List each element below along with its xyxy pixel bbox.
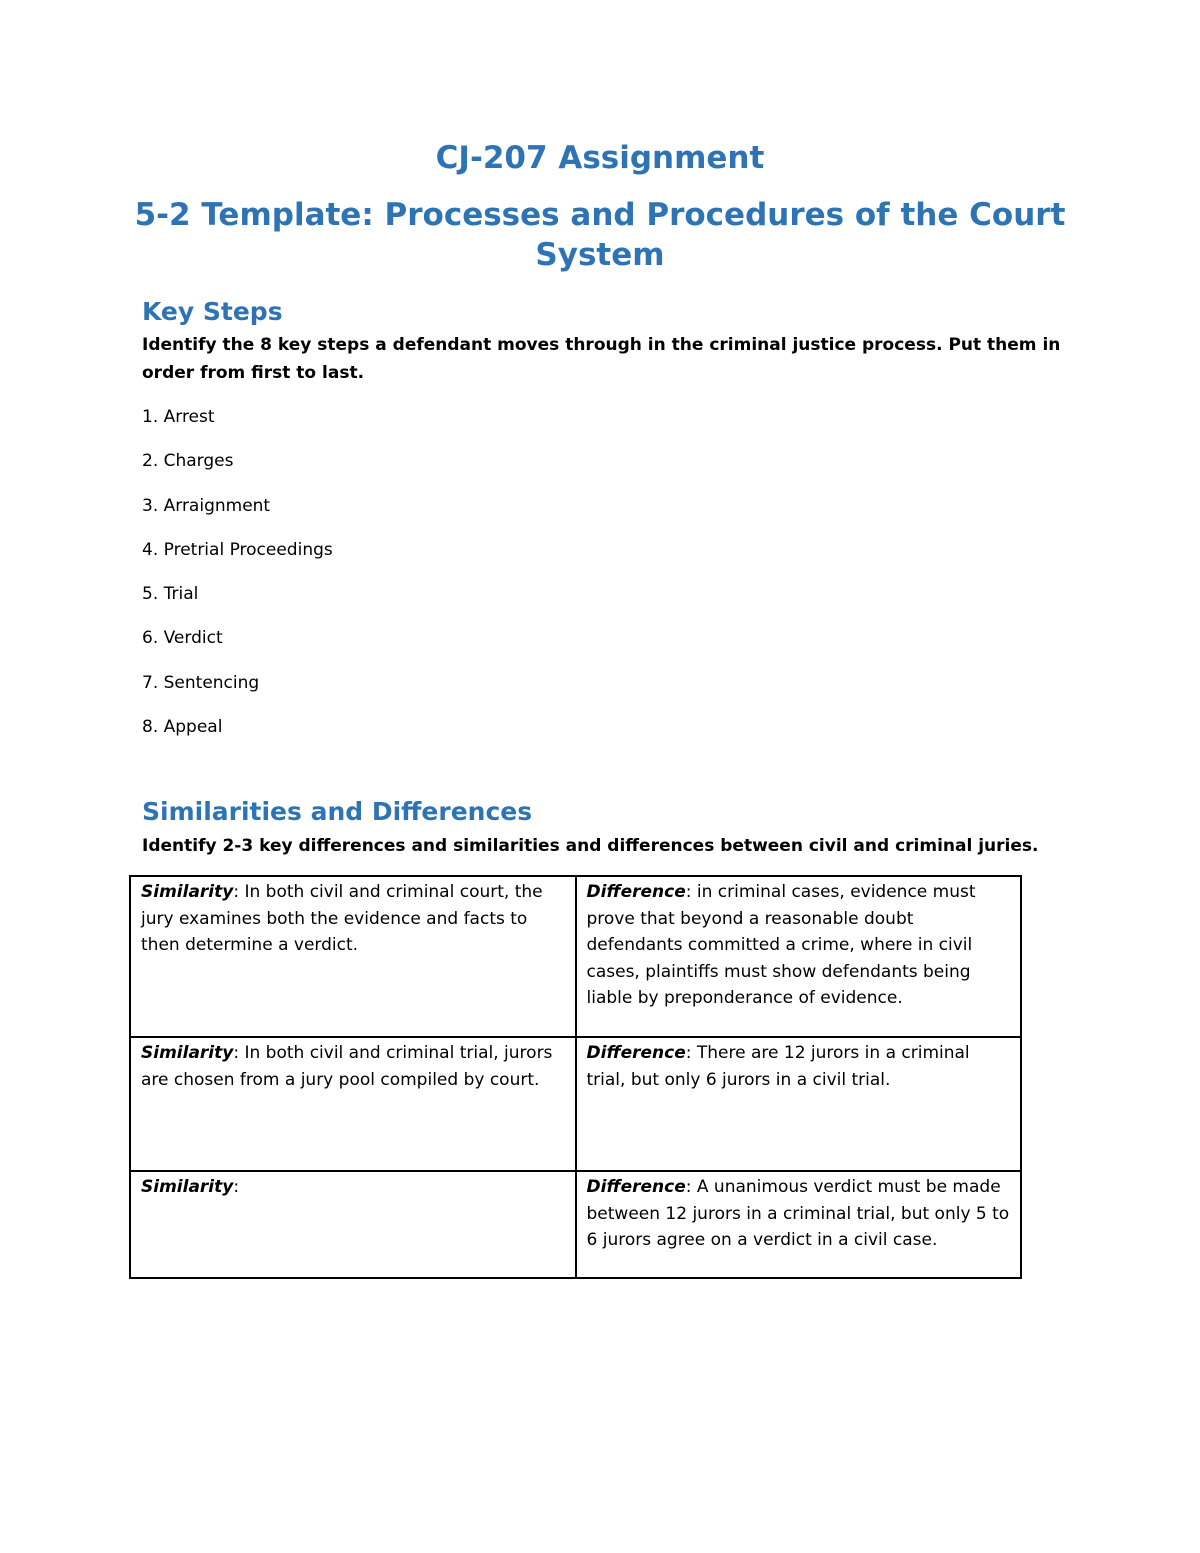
difference-cell [576, 1037, 1022, 1171]
difference-text: : There are 12 jurors in a criminal trial, but only 6 jurors in a civil trial. [586, 1043, 970, 1090]
difference-cell [576, 876, 1022, 1037]
difference-label: Difference [586, 1177, 686, 1197]
list-item: 4. Pretrial Proceedings [142, 539, 333, 560]
table-row [130, 1171, 1021, 1278]
difference-label: Difference [586, 882, 686, 902]
comparison-table [129, 875, 1022, 1279]
list-item: 7. Sentencing [142, 672, 260, 693]
key-steps-instruction: Identify the 8 key steps a defendant moves through in the criminal justice process. Put them in order from first to last. [142, 335, 1061, 383]
similarity-text: : In both civil and criminal court, the jury examines both the evidence and facts to then determine a verdict. [141, 882, 543, 955]
similarities-instruction: Identify 2-3 key differences and similarities and differences between civil and criminal juries. [142, 836, 1039, 856]
key-steps-list [142, 404, 333, 758]
document-title: CJ-207 Assignment [435, 140, 765, 176]
list-item: 3. Arraignment [142, 495, 271, 516]
list-item: 8. Appeal [142, 717, 223, 738]
similarity-label: Similarity [141, 1177, 234, 1197]
similarity-text: : [233, 1177, 240, 1197]
key-steps-heading: Key Steps [142, 297, 283, 326]
difference-cell [576, 1171, 1022, 1278]
table-row [130, 1037, 1021, 1171]
document-subtitle: 5-2 Template: Processes and Procedures of the Court System [134, 197, 1066, 273]
similarity-cell [130, 876, 576, 1037]
list-item: 1. Arrest [142, 407, 215, 427]
similarity-label: Similarity [141, 1043, 234, 1063]
similarities-heading: Similarities and Differences [142, 797, 533, 826]
list-item: 5. Trial [142, 584, 199, 605]
difference-text: : A unanimous verdict must be made between 12 jurors in a criminal trial, but only 5 to 6 jurors agree on a verdict in a civil case. [586, 1177, 1010, 1250]
list-item: 6. Verdict [142, 628, 223, 649]
similarity-label: Similarity [141, 882, 234, 902]
similarity-cell [130, 1171, 576, 1278]
difference-text: : in criminal cases, evidence must prove that beyond a reasonable doubt defendants committed a crime, where in civil cases, plaintiffs must show defendants being liable by preponderance of evidence. [586, 882, 976, 1008]
table-row [130, 876, 1021, 1037]
list-item: 2. Charges [142, 451, 234, 472]
difference-label: Difference [586, 1043, 686, 1063]
similarity-cell [130, 1037, 576, 1171]
similarity-text: : In both civil and criminal trial, jurors are chosen from a jury pool compiled by court. [141, 1043, 553, 1090]
